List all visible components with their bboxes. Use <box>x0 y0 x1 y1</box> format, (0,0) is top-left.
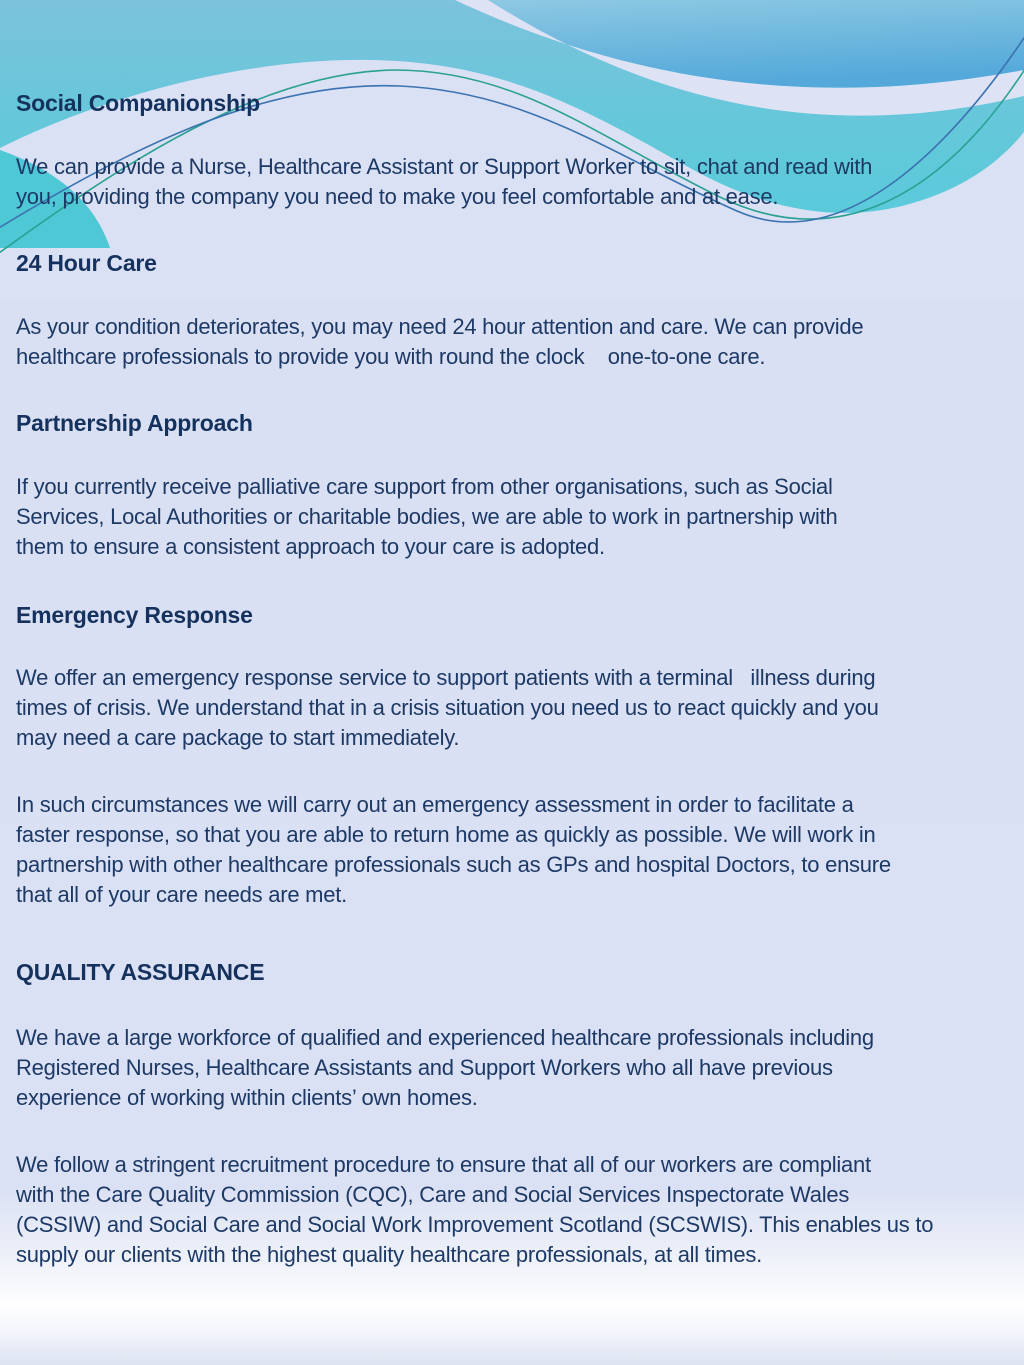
paragraph-emergency-response-2 <box>16 790 1016 910</box>
paragraph-quality-assurance-1 <box>16 1023 1016 1113</box>
text-line: Services, Local Authorities or charitable bodies, we are able to work in partnership with <box>16 504 838 529</box>
text-line: We can provide a Nurse, Healthcare Assistant or Support Worker to sit, chat and read with <box>16 154 873 179</box>
paragraph-quality-assurance-2 <box>16 1150 1016 1270</box>
text-line: with the Care Quality Commission (CQC), Care and Social Services Inspectorate Wales <box>16 1182 850 1207</box>
text-line: Registered Nurses, Healthcare Assistants and Support Workers who all have previous <box>16 1055 833 1080</box>
text-line: partnership with other healthcare professionals such as GPs and hospital Doctors, to ensure <box>16 852 891 877</box>
text-line: you, providing the company you need to make you feel comfortable and at ease. <box>16 184 779 209</box>
text-line: (CSSIW) and Social Care and Social Work Improvement Scotland (SCSWIS). This enables us to <box>16 1212 934 1237</box>
section-heading-quality-assurance: QUALITY ASSURANCE <box>16 959 265 985</box>
text-line: In such circumstances we will carry out an emergency assessment in order to facilitate a <box>16 792 854 817</box>
paragraph-social-companionship <box>16 152 1016 212</box>
text-line: healthcare professionals to provide you with round the clock one-to-one care. <box>16 344 766 369</box>
text-line: that all of your care needs are met. <box>16 882 347 907</box>
text-line: supply our clients with the highest quality healthcare professionals, at all times. <box>16 1242 762 1267</box>
paragraph-emergency-response-1 <box>16 663 1016 753</box>
section-heading-emergency-response: Emergency Response <box>16 602 253 628</box>
paragraph-partnership-approach <box>16 472 1016 562</box>
text-line: may need a care package to start immediately. <box>16 725 460 750</box>
text-line: faster response, so that you are able to return home as quickly as possible. We will work in <box>16 822 876 847</box>
text-line: If you currently receive palliative care support from other organisations, such as Social <box>16 474 833 499</box>
text-line: them to ensure a consistent approach to your care is adopted. <box>16 534 605 559</box>
text-line: We offer an emergency response service to support patients with a terminal illness during <box>16 665 876 690</box>
text-line: experience of working within clients’ own homes. <box>16 1085 478 1110</box>
text-line: As your condition deteriorates, you may need 24 hour attention and care. We can provide <box>16 314 864 339</box>
section-heading-24-hour-care: 24 Hour Care <box>16 250 157 276</box>
text-line: times of crisis. We understand that in a crisis situation you need us to react quickly and you <box>16 695 879 720</box>
text-line: We have a large workforce of qualified and experienced healthcare professionals including <box>16 1025 874 1050</box>
section-heading-partnership-approach: Partnership Approach <box>16 410 253 436</box>
section-heading-social-companionship: Social Companionship <box>16 90 260 116</box>
text-line: We follow a stringent recruitment procedure to ensure that all of our workers are compliant <box>16 1152 871 1177</box>
paragraph-24-hour-care <box>16 312 1016 372</box>
